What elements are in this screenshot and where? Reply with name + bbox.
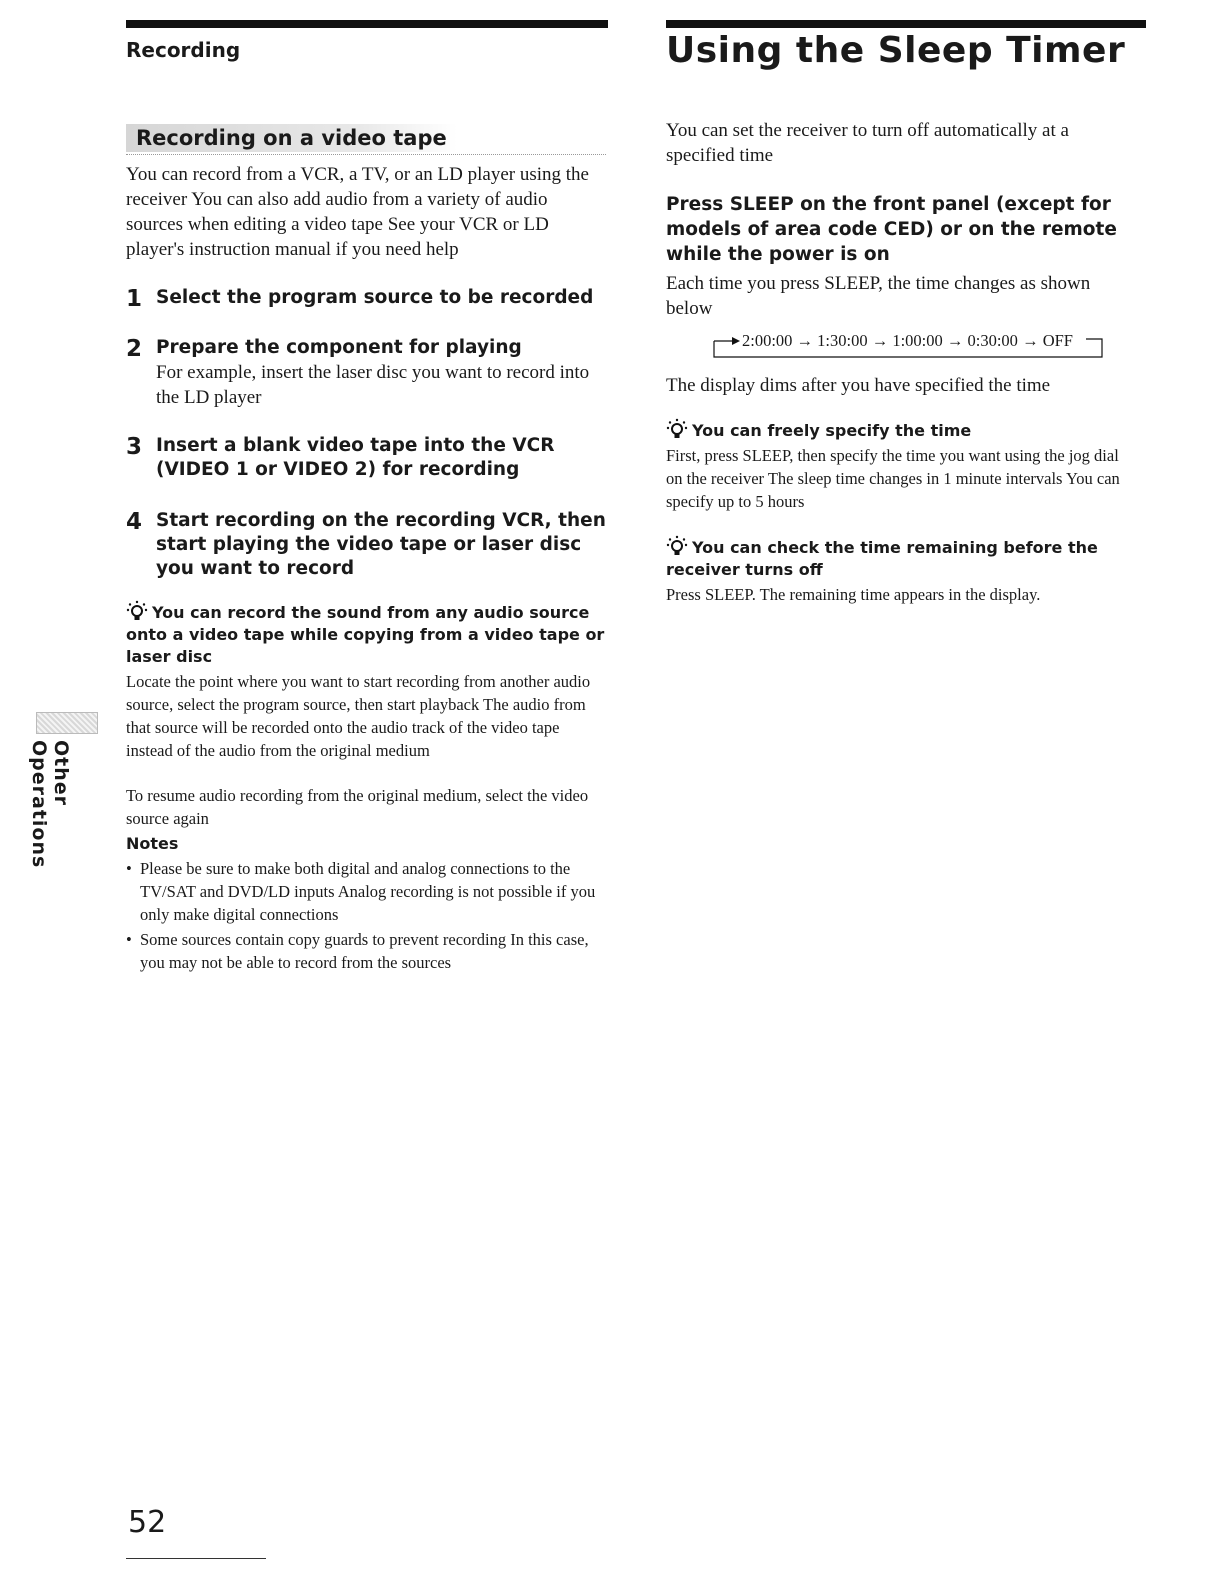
recording-intro-block bbox=[126, 162, 596, 262]
right-top-rule bbox=[666, 20, 1146, 28]
tip-body: Press SLEEP. The remaining time appears in the display. bbox=[666, 585, 1041, 604]
sleep-intro: You can set the receiver to turn off automatically at a specified time bbox=[666, 120, 1069, 166]
arrow-right-icon: → bbox=[871, 331, 893, 350]
side-tab-marker bbox=[36, 712, 98, 734]
sleep-instruction: Press SLEEP on the front panel (except for models of area code CED) or on the remote while the power is on bbox=[666, 194, 1117, 265]
sequence-values bbox=[742, 331, 1073, 351]
sleep-dims: The display dims after you have specified the time bbox=[666, 375, 1051, 396]
sequence-value: 0:30:00 bbox=[967, 331, 1018, 350]
side-tab-label: Other Operations bbox=[28, 740, 72, 869]
lightbulb-tip-icon bbox=[126, 600, 148, 622]
notes-title: Notes bbox=[126, 834, 179, 853]
sequence-value: 1:00:00 bbox=[892, 331, 943, 350]
section-label: Recording bbox=[126, 38, 241, 62]
sleep-tip-2 bbox=[666, 535, 1136, 606]
tip-body: First, press SLEEP, then specify the time you want using the jog dial on the receiver The sleep time changes in 1 minute intervals You can specify up to 5 hours bbox=[666, 446, 1120, 511]
recording-intro: You can record from a VCR, a TV, or an LD player using the receiver You can also add audio from a variety of audio sources when editing a video tape See your VCR or LD player's instruction manual if you need help bbox=[126, 164, 589, 260]
sequence-value: OFF bbox=[1042, 331, 1073, 350]
note-item: • Some sources contain copy guards to prevent recording In this case, you may not be able to record from the sources bbox=[126, 928, 608, 974]
step-title: Start recording on the recording VCR, then start playing the video tape or laser disc you want to record bbox=[156, 510, 606, 579]
recording-tip bbox=[126, 600, 608, 830]
footer-rule bbox=[126, 1558, 266, 1559]
step-description: For example, insert the laser disc you want to record into the LD player bbox=[156, 362, 590, 408]
arrow-right-icon: → bbox=[946, 331, 968, 350]
step-number: 3 bbox=[126, 434, 143, 460]
sequence-value: 1:30:00 bbox=[817, 331, 868, 350]
tip-body: Locate the point where you want to start recording from another audio source, select the program source, then start playback The audio from that source will be recorded onto the audio track of the video tape instead of the audio from the original medium bbox=[126, 672, 591, 760]
step-3 bbox=[126, 434, 610, 482]
tip-title: You can record the sound from any audio source onto a video tape while copying from a video tape or laser disc bbox=[126, 603, 605, 666]
step-2 bbox=[126, 336, 610, 410]
sequence-value: 2:00:00 bbox=[742, 331, 793, 350]
tip-title: You can freely specify the time bbox=[692, 421, 972, 440]
subheading: Recording on a video tape bbox=[126, 124, 457, 152]
step-title: Select the program source to be recorded bbox=[156, 287, 594, 308]
lightbulb-tip-icon bbox=[666, 535, 688, 557]
step-number: 2 bbox=[126, 336, 143, 362]
step-number: 4 bbox=[126, 509, 143, 535]
step-title: Prepare the component for playing bbox=[156, 337, 522, 358]
note-item: • Please be sure to make both digital and analog connections to the TV/SAT and DVD/LD inputs Analog recording is not possible if you only make digital connections bbox=[126, 857, 608, 926]
notes-block bbox=[126, 834, 608, 974]
page-title: Using the Sleep Timer bbox=[666, 30, 1126, 71]
sleep-sequence-diagram bbox=[706, 331, 1106, 365]
arrow-right-icon: → bbox=[1022, 331, 1043, 350]
sleep-tip-1 bbox=[666, 418, 1136, 513]
step-1 bbox=[126, 286, 610, 310]
arrow-right-icon: → bbox=[796, 331, 818, 350]
step-number: 1 bbox=[126, 286, 143, 312]
step-title: Insert a blank video tape into the VCR (VIDEO 1 or VIDEO 2) for recording bbox=[156, 435, 555, 480]
tip-body-2: To resume audio recording from the original medium, select the video source again bbox=[126, 786, 589, 828]
step-4 bbox=[126, 509, 610, 581]
left-top-rule bbox=[126, 20, 608, 28]
page-number: 52 bbox=[128, 1505, 167, 1540]
tip-title: You can check the time remaining before the receiver turns off bbox=[666, 538, 1098, 579]
sleep-each-time: Each time you press SLEEP, the time changes as shown below bbox=[666, 273, 1091, 319]
lightbulb-tip-icon bbox=[666, 418, 688, 440]
subheading-bar bbox=[126, 124, 606, 155]
sleep-content bbox=[666, 118, 1136, 606]
